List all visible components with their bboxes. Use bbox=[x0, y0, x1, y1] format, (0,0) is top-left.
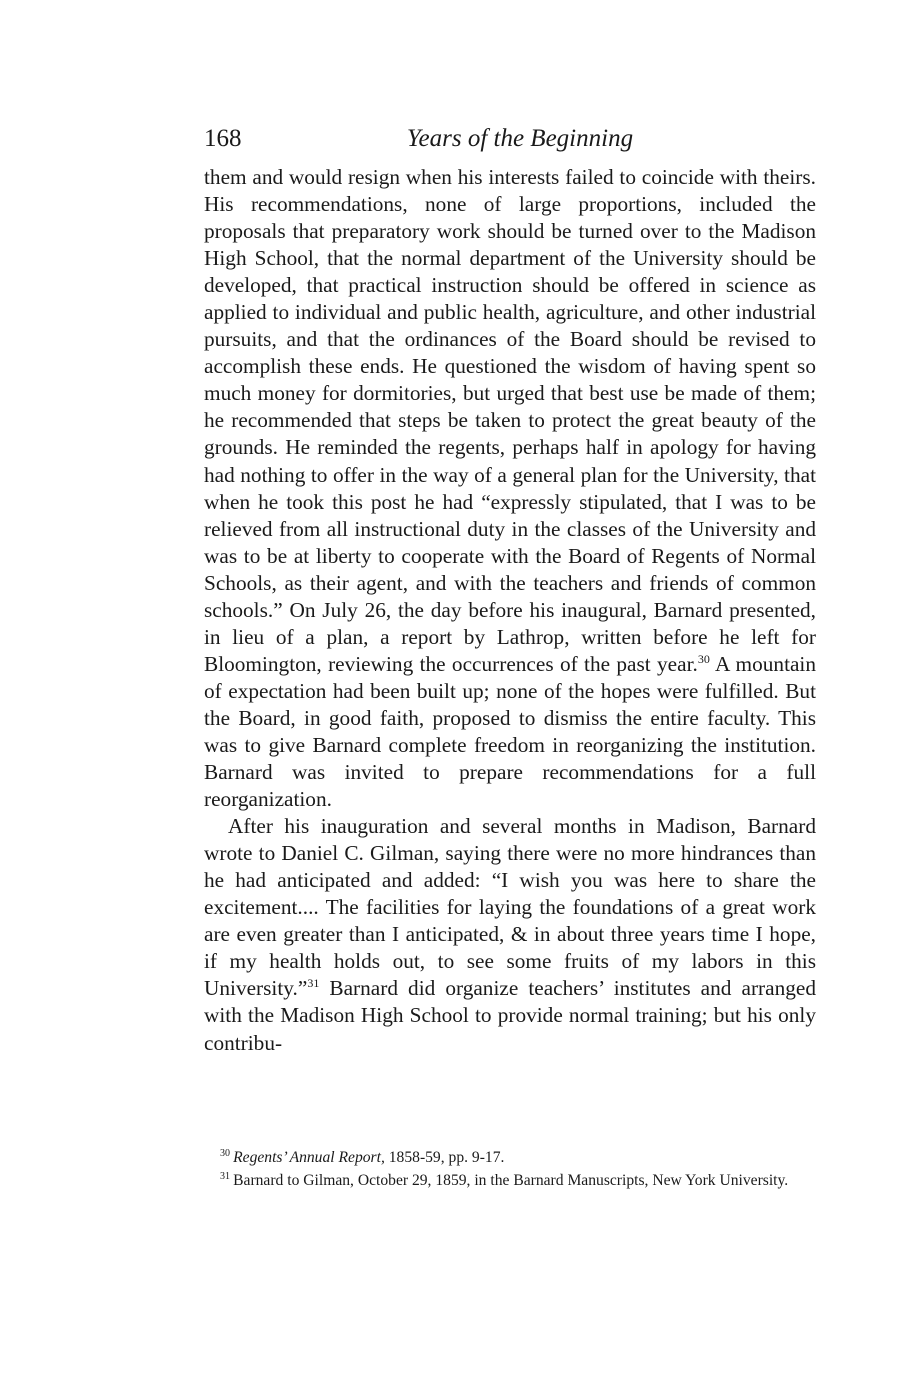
footnote-mark: 31 bbox=[220, 1171, 230, 1182]
footnote-mark: 30 bbox=[220, 1148, 230, 1159]
page-number: 168 bbox=[204, 125, 242, 152]
footnotes bbox=[204, 1144, 816, 1190]
footnote-text: 1858-59, pp. 9-17. bbox=[384, 1149, 505, 1166]
paragraph-1-text-b: A mountain of expectation had been built up; none of the hopes were fulfilled. But the Board, in good faith, proposed to dismiss the entire faculty. This was to give Barnard complete freedom in reorganizing the institution. Barnard was invited to prepare recommendations for a full reorganization. bbox=[204, 651, 816, 812]
footnote-ref-31: 31 bbox=[307, 976, 320, 991]
footnote-text: Barnard to Gilman, October 29, 1859, in the Barnard Manuscripts, New York University. bbox=[233, 1172, 789, 1189]
paragraph-2-text-b: Barnard did organize teachers’ institutes and arranged with the Madison High School to provide normal training; but his only contribu- bbox=[204, 976, 816, 1055]
paragraph-2 bbox=[204, 813, 816, 1056]
footnote-30 bbox=[204, 1144, 816, 1167]
body-text bbox=[204, 164, 816, 1057]
paragraph-1-text-a: them and would resign when his interests failed to coincide with theirs. His recommendations, none of large proportions, included the proposals that preparatory work should be turned over to the Madison High School, that the normal department of the University should be developed, that practical instruction should be offered in science as applied to individual and public health, agriculture, and other industrial pursuits, and that the ordinances of the Board should be revised to accomplish these ends. He questioned the wisdom of having spent so much money for dormitories, but urged that best use be made of them; he recommended that steps be taken to protect the great beauty of the grounds. He reminded the regents, perhaps half in apology for having had nothing to offer in the way of a general plan for the University, that when he took this post he had “expressly stipulated, that I was to be relieved from all instructional duty in the classes of the University and was to be at liberty to cooperate with the Board of Regents of Normal Schools, as their agent, and with the teachers and friends of common schools.” On July 26, the day before his inaugural, Barnard presented, in lieu of a plan, a report by Lathrop, written before he left for Bloomington, reviewing the occurrences of the past year. bbox=[204, 165, 816, 676]
page-header bbox=[204, 121, 816, 157]
footnote-31 bbox=[204, 1167, 816, 1190]
paragraph-2-text-a: After his inauguration and several months in Madison, Barnard wrote to Daniel C. Gilman, saying there were no more hindrances than he had anticipated and added: “I wish you was here to share the excitement.... The facilities for laying the foundations of a great work are even greater than I anticipated, & in about three years time I hope, if my health holds out, to see some fruits of my labors in this University.” bbox=[204, 814, 816, 1001]
footnote-ref-30: 30 bbox=[697, 651, 710, 666]
paragraph-1 bbox=[204, 164, 816, 813]
running-head: Years of the Beginning bbox=[406, 125, 634, 152]
footnote-title: Regents’ Annual Report, bbox=[233, 1149, 385, 1166]
